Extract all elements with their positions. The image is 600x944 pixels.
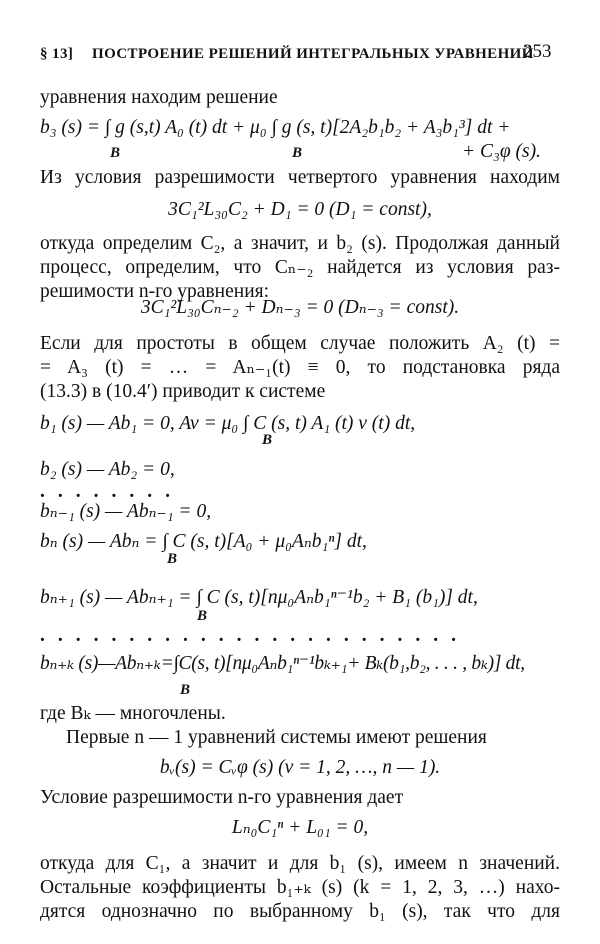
system-eq-n-plus-k: bₙ₊ₖ (s)—Abₙ₊ₖ=∫C(s, t)[nμ₀Aₙb₁ⁿ⁻¹bₖ₊₁+ Bₖ(b₁,b₂, . . . , bₖ)] dt,	[40, 653, 525, 674]
system-eq-2: b₂ (s) — Ab₂ = 0,	[40, 459, 175, 480]
text-line-7: = A₃ (t) = … = Aₙ₋₁(t) ≡ 0, то подстановка ряда	[40, 357, 560, 378]
formula-b3-line1: b₃ (s) = ∫ g (s,t) A₀ (t) dt + μ₀ ∫ g (s, t)[2A₂b₁b₂ + A₃b₁³] dt +	[40, 117, 511, 138]
text-line-5: решимости n-го уравнения:	[40, 281, 270, 302]
text-line-6: Если для простоты в общем случае положить A₂ (t) =	[40, 333, 560, 354]
text-line-11: Условие разрешимости n-го уравнения дает	[40, 787, 404, 808]
text-line-8: (13.3) в (10.4′) приводит к системе	[40, 381, 326, 402]
text-line-12: откуда для C₁, а значит и для b₁ (s), имеем n значений.	[40, 853, 560, 874]
text-line-14: дятся однозначно по выбранному b₁ (s), так что для	[40, 901, 560, 922]
page-number: 253	[523, 41, 552, 62]
formula-solvability-n: 3C₁²L₃₀Cₙ₋₂ + Dₙ₋₃ = 0 (Dₙ₋₃ = const).	[140, 297, 460, 318]
ellipsis-row-long: ........................	[40, 625, 469, 646]
integral-subscript: B	[167, 551, 178, 567]
formula-solvability-4: 3C₁²L₃₀C₂ + D₁ = 0 (D₁ = const),	[168, 199, 432, 220]
section-label: § 13]	[40, 46, 74, 62]
integral-subscript: B	[110, 145, 121, 161]
text-line-4: процесс, определим, что Cₙ₋₂ найдется из условия раз-	[40, 257, 560, 278]
system-eq-n-minus-1: bₙ₋₁ (s) — Abₙ₋₁ = 0,	[40, 501, 212, 522]
integral-subscript: B	[262, 432, 273, 448]
text-line-1: уравнения находим решение	[40, 87, 278, 108]
formula-first-solutions: bᵥ(s) = Cᵥφ (s) (ν = 1, 2, …, n — 1).	[159, 757, 441, 778]
text-line-2: Из условия разрешимости четвертого уравнения находим	[40, 167, 560, 188]
formula-b3-line2: + C₃φ (s).	[462, 141, 541, 162]
formula-solvability-C1: Lₙ₀C₁ⁿ + L₀₁ = 0,	[231, 817, 369, 838]
text-line-10: Первые n — 1 уравнений системы имеют решения	[66, 727, 487, 748]
integral-subscript: B	[180, 682, 191, 698]
running-header-title: ПОСТРОЕНИЕ РЕШЕНИЙ ИНТЕГРАЛЬНЫХ УРАВНЕНИЙ	[92, 46, 534, 62]
text-line-13: Остальные коэффициенты b₁₊ₖ (s) (k = 1, 2, 3, …) нахо-	[40, 877, 560, 898]
integral-subscript: B	[197, 608, 208, 624]
system-eq-n: bₙ (s) — Abₙ = ∫ C (s, t)[A₀ + μ₀Aₙb₁ⁿ] dt,	[40, 531, 367, 552]
text-line-9: где Bₖ — многочлены.	[40, 703, 226, 724]
integral-subscript: B	[292, 145, 303, 161]
ellipsis-row-short: ........	[40, 481, 183, 502]
system-eq-n-plus-1: bₙ₊₁ (s) — Abₙ₊₁ = ∫ C (s, t)[nμ₀Aₙb₁ⁿ⁻¹b₂ + B₁ (b₁)] dt,	[40, 587, 478, 608]
text-line-3: откуда определим C₂, а значит, и b₂ (s). Продолжая данный	[40, 233, 560, 254]
system-eq-1: b₁ (s) — Ab₁ = 0, Av = μ₀ ∫ C (s, t) A₁ (t) v (t) dt,	[40, 413, 416, 434]
